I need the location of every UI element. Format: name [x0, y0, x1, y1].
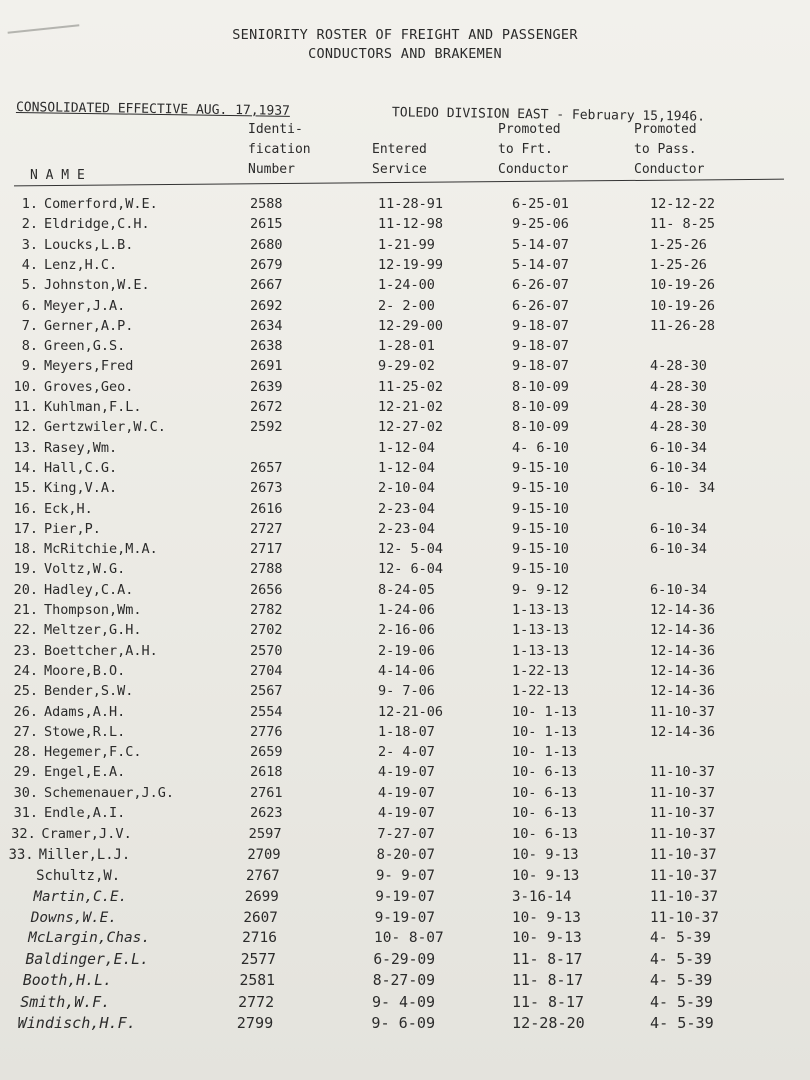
row-entered-service: 8-27-09	[372, 972, 436, 990]
row-id-number: 2672	[250, 399, 283, 415]
table-row	[0, 237, 810, 257]
row-id-number: 2788	[250, 561, 283, 578]
row-entered-service: 11-25-02	[378, 378, 444, 395]
row-promoted-freight: 9-15-10	[512, 520, 569, 537]
row-id-number: 2679	[250, 256, 283, 273]
row-id-number: 2680	[250, 236, 283, 253]
row-entered-service: 8-20-07	[376, 846, 435, 863]
row-name: Moore,B.O.	[44, 662, 126, 679]
title-line-1: SENIORITY ROSTER OF FREIGHT AND PASSENGER	[232, 27, 578, 43]
table-row	[0, 805, 810, 825]
row-entered-service: 4-19-07	[378, 764, 435, 781]
row-promoted-passenger: 11-10-37	[650, 909, 719, 926]
row-id-number: 2767	[246, 867, 280, 884]
table-row	[0, 216, 810, 236]
row-name: Gertzwiler,W.C.	[44, 419, 166, 436]
table-row	[0, 419, 810, 439]
row-promoted-passenger: 6-10- 34	[650, 480, 716, 497]
row-id-number: 2567	[250, 683, 283, 700]
row-name: Meltzer,G.H.	[44, 622, 142, 639]
row-number: 12.	[13, 419, 38, 436]
row-promoted-freight: 12-28-20	[512, 1014, 585, 1032]
row-number: 3.	[21, 236, 38, 253]
row-id-number: 2607	[243, 909, 278, 926]
row-id-number: 2782	[250, 602, 283, 618]
row-entered-service: 12-21-02	[378, 399, 444, 415]
row-id-number: 2691	[250, 358, 283, 375]
row-name: Baldinger,E.L.	[25, 951, 149, 969]
row-id-number: 2673	[250, 480, 283, 497]
table-row	[0, 704, 810, 724]
row-id-number: 2709	[247, 846, 281, 863]
table-row	[0, 683, 810, 703]
row-entered-service: 4-19-07	[378, 805, 435, 821]
row-id-number: 2638	[250, 338, 283, 355]
row-id-number: 2597	[248, 825, 282, 842]
table-row	[0, 521, 810, 541]
row-number: 22.	[13, 622, 38, 639]
row-promoted-passenger: 4-28-30	[650, 419, 707, 436]
table-row	[0, 643, 810, 663]
row-promoted-freight: 9-15-10	[512, 541, 569, 558]
row-promoted-passenger: 4- 5-39	[650, 972, 713, 990]
row-promoted-freight: 4- 6-10	[512, 439, 569, 456]
row-number: 6.	[21, 297, 38, 314]
row-promoted-freight: 8-10-09	[512, 399, 569, 415]
row-number: 8.	[21, 338, 38, 355]
row-promoted-freight: 8-10-09	[512, 419, 569, 436]
column-header-name: N A M E	[30, 168, 85, 183]
row-promoted-passenger: 6-10-34	[650, 520, 707, 537]
table-row	[0, 930, 810, 950]
row-entered-service: 10- 8-07	[374, 930, 444, 947]
row-promoted-freight: 10- 9-13	[512, 930, 582, 947]
row-promoted-passenger: 12-14-36	[650, 683, 716, 700]
row-promoted-freight: 5-14-07	[512, 236, 569, 253]
row-id-number: 2776	[250, 723, 283, 740]
row-name: Bender,S.W.	[44, 683, 134, 700]
row-promoted-freight: 10- 9-13	[512, 846, 579, 863]
row-name: Hall,C.G.	[44, 459, 118, 476]
row-name: Johnston,W.E.	[44, 277, 150, 294]
row-promoted-freight: 11- 8-17	[512, 972, 584, 990]
row-name: Schultz,W.	[36, 867, 121, 884]
row-promoted-freight: 9-18-07	[512, 317, 569, 334]
row-entered-service: 1-12-04	[378, 439, 435, 456]
row-promoted-passenger: 11-10-37	[650, 825, 716, 842]
row-promoted-passenger: 11-10-37	[650, 888, 719, 905]
row-id-number: 2623	[250, 805, 283, 821]
row-promoted-passenger: 6-10-34	[650, 541, 707, 558]
row-promoted-freight: 9-15-10	[512, 480, 569, 497]
row-promoted-passenger: 6-10-34	[650, 439, 707, 456]
row-id-number: 2667	[250, 277, 283, 294]
row-number: 20.	[13, 581, 38, 598]
row-name: Engel,E.A.	[44, 764, 126, 781]
row-promoted-passenger: 11-10-37	[650, 764, 716, 781]
row-promoted-passenger: 11-10-37	[650, 784, 716, 801]
row-number: 23.	[13, 642, 38, 659]
row-name: Loucks,L.B.	[44, 236, 134, 253]
row-entered-service: 12- 6-04	[378, 561, 444, 578]
row-number: 16.	[13, 500, 38, 517]
row-name: Green,G.S.	[44, 338, 126, 355]
row-promoted-passenger: 4- 5-39	[650, 930, 711, 947]
row-id-number: 2704	[250, 662, 283, 679]
row-promoted-passenger: 6-10-34	[650, 459, 707, 476]
table-row	[0, 196, 810, 216]
row-name: Hegemer,F.C.	[44, 744, 142, 761]
row-promoted-passenger: 12-12-22	[650, 196, 716, 212]
row-promoted-freight: 9-15-10	[512, 561, 569, 578]
row-promoted-passenger: 11-26-28	[650, 317, 716, 334]
row-id-number: 2772	[238, 993, 275, 1012]
row-name: Eldridge,C.H.	[44, 216, 150, 233]
row-name: Booth,H.L.	[22, 972, 112, 990]
row-entered-service: 9- 6-09	[371, 1014, 436, 1032]
table-row	[0, 298, 810, 318]
row-number: 14.	[13, 459, 38, 476]
row-promoted-passenger: 4-28-30	[650, 378, 707, 395]
row-promoted-freight: 1-22-13	[512, 662, 569, 679]
row-promoted-freight: 10- 6-13	[512, 764, 578, 781]
row-entered-service: 2-23-04	[378, 500, 435, 517]
column-header-id: Identi- fication Number	[248, 122, 311, 177]
row-promoted-freight: 6-26-07	[512, 277, 569, 294]
row-entered-service: 2-10-04	[378, 480, 435, 497]
row-promoted-freight: 10- 6-13	[512, 784, 578, 801]
table-row	[0, 582, 810, 602]
row-name: Kuhlman,F.L.	[44, 399, 142, 415]
row-entered-service: 12-19-99	[378, 256, 444, 273]
row-id-number: 2692	[250, 297, 283, 314]
row-entered-service: 2-19-06	[378, 642, 435, 659]
row-entered-service: 2- 2-00	[378, 297, 435, 314]
row-id-number: 2616	[250, 500, 283, 517]
row-entered-service: 11-12-98	[378, 216, 444, 233]
row-number: 31.	[13, 805, 38, 821]
row-entered-service: 1-18-07	[378, 723, 435, 740]
row-entered-service: 1-12-04	[378, 459, 435, 476]
consolidated-date: CONSOLIDATED EFFECTIVE AUG. 17,1937	[15, 100, 291, 119]
table-row	[0, 480, 810, 500]
row-name: Groves,Geo.	[44, 378, 134, 395]
row-number: 5.	[21, 277, 38, 294]
row-entered-service: 9- 9-07	[376, 867, 435, 884]
table-row	[0, 744, 810, 764]
row-entered-service: 4-14-06	[378, 662, 435, 679]
row-number: 33.	[8, 846, 34, 863]
row-promoted-passenger: 11-10-37	[650, 805, 716, 821]
row-name: Thompson,Wm.	[44, 602, 142, 618]
table-row	[0, 951, 810, 971]
row-promoted-freight: 9-18-07	[512, 358, 569, 375]
row-name: Gerner,A.P.	[44, 317, 134, 334]
row-promoted-passenger: 4-28-30	[650, 358, 707, 375]
row-id-number: 2656	[250, 581, 283, 598]
row-number: 1.	[21, 196, 38, 212]
row-entered-service: 1-24-00	[378, 277, 435, 294]
row-number: 24.	[13, 662, 38, 679]
table-row	[0, 785, 810, 805]
table-row	[0, 972, 810, 992]
table-row	[0, 501, 810, 521]
row-promoted-passenger: 1-25-26	[650, 256, 707, 273]
row-promoted-freight: 6-25-01	[512, 196, 569, 212]
row-entered-service: 2-16-06	[378, 622, 435, 639]
row-number: 10.	[13, 378, 38, 395]
row-id-number: 2554	[250, 703, 283, 720]
row-number: 25.	[13, 683, 38, 700]
row-promoted-freight: 9-15-10	[512, 500, 569, 517]
row-id-number: 2618	[250, 764, 283, 781]
row-id-number: 2717	[250, 541, 283, 558]
row-number: 17.	[13, 520, 38, 537]
row-name: Miller,L.J.	[38, 846, 131, 863]
table-row	[0, 460, 810, 480]
row-promoted-freight: 10- 6-13	[512, 825, 578, 842]
row-promoted-freight: 9-25-06	[512, 216, 569, 233]
row-name: Schemenauer,J.G.	[44, 784, 175, 801]
row-entered-service: 9-29-02	[378, 358, 435, 375]
title-line-2: CONDUCTORS AND BRAKEMEN	[308, 46, 502, 62]
row-promoted-freight: 6-26-07	[512, 297, 569, 314]
column-header-passenger: Promoted to Pass. Conductor	[634, 122, 705, 177]
table-row	[0, 993, 810, 1013]
table-row	[0, 764, 810, 784]
row-name: Cramer,J.V.	[41, 825, 132, 842]
row-promoted-freight: 10- 9-13	[512, 867, 580, 884]
row-promoted-freight: 11- 8-17	[512, 993, 584, 1012]
row-id-number: 2716	[242, 930, 277, 947]
row-name: Eck,H.	[44, 500, 93, 517]
row-id-number: 2577	[240, 951, 276, 969]
row-number: 9.	[21, 358, 38, 375]
row-number: 2.	[21, 216, 38, 233]
row-id-number: 2657	[250, 459, 283, 476]
row-entered-service: 1-24-06	[378, 602, 435, 618]
row-promoted-passenger: 11-10-37	[650, 846, 717, 863]
row-id-number: 2581	[239, 972, 276, 990]
row-promoted-passenger: 11-10-37	[650, 867, 718, 884]
row-id-number: 2634	[250, 317, 283, 334]
row-promoted-passenger: 12-14-36	[650, 622, 716, 639]
row-id-number: 2727	[250, 520, 283, 537]
row-name: Lenz,H.C.	[44, 256, 118, 273]
row-promoted-freight: 9- 9-12	[512, 581, 569, 598]
row-promoted-passenger: 4- 5-39	[650, 1014, 714, 1032]
row-entered-service: 9-19-07	[375, 888, 435, 905]
row-id-number: 2592	[250, 419, 283, 436]
row-number: 19.	[13, 561, 38, 578]
row-name: Boettcher,A.H.	[44, 642, 158, 659]
row-id-number: 2639	[250, 378, 283, 395]
row-promoted-freight: 11- 8-17	[512, 951, 583, 969]
row-promoted-passenger: 6-10-34	[650, 581, 707, 598]
row-entered-service: 9-19-07	[374, 909, 435, 926]
row-promoted-freight: 1-13-13	[512, 602, 569, 618]
row-promoted-freight: 10- 1-13	[512, 723, 578, 740]
row-id-number: 2615	[250, 216, 283, 233]
row-promoted-freight: 1-13-13	[512, 622, 569, 639]
row-name: Stowe,R.L.	[44, 723, 126, 740]
row-promoted-passenger: 12-14-36	[650, 602, 716, 618]
row-id-number: 2659	[250, 744, 283, 761]
table-row	[0, 257, 810, 277]
row-promoted-passenger: 1-25-26	[650, 236, 707, 253]
table-row	[0, 602, 810, 622]
row-name: Downs,W.E.	[30, 909, 117, 926]
row-promoted-passenger: 11-10-37	[650, 703, 716, 720]
table-row	[0, 318, 810, 338]
row-promoted-freight: 3-16-14	[512, 888, 572, 905]
division-date: TOLEDO DIVISION EAST - February 15,1946.	[391, 105, 706, 125]
row-number: 7.	[21, 317, 38, 334]
table-row	[0, 561, 810, 581]
row-promoted-passenger: 12-14-36	[650, 642, 716, 659]
row-id-number: 2699	[244, 888, 279, 905]
table-row	[0, 277, 810, 297]
table-row	[0, 889, 810, 909]
row-promoted-passenger: 10-19-26	[650, 277, 716, 294]
row-number: 15.	[13, 480, 38, 497]
row-promoted-freight: 10- 1-13	[512, 703, 578, 720]
row-entered-service: 6-29-09	[373, 951, 436, 969]
row-number: 21.	[13, 602, 38, 618]
row-id-number: 2570	[250, 642, 283, 659]
row-name: King,V.A.	[44, 480, 118, 497]
row-entered-service: 9- 7-06	[378, 683, 435, 700]
row-id-number: 2761	[250, 784, 283, 801]
row-id-number: 2799	[236, 1014, 274, 1032]
row-name: Comerford,W.E.	[44, 196, 158, 212]
row-name: Meyer,J.A.	[44, 297, 126, 314]
row-promoted-freight: 1-13-13	[512, 642, 569, 659]
row-promoted-freight: 10- 1-13	[512, 744, 578, 761]
column-header-entered: Entered Service	[372, 142, 427, 177]
row-promoted-passenger: 4-28-30	[650, 399, 707, 415]
row-promoted-freight: 8-10-09	[512, 378, 569, 395]
row-entered-service: 1-28-01	[378, 338, 435, 355]
row-entered-service: 11-28-91	[378, 196, 444, 212]
row-number: 26.	[13, 703, 38, 720]
column-header-freight: Promoted to Frt. Conductor	[498, 122, 569, 177]
row-entered-service: 1-21-99	[378, 236, 435, 253]
table-row	[0, 724, 810, 744]
row-entered-service: 8-24-05	[378, 581, 435, 598]
row-promoted-freight: 5-14-07	[512, 256, 569, 273]
row-number: 4.	[21, 256, 38, 273]
row-name: Windisch,H.F.	[17, 1014, 136, 1032]
row-entered-service: 2-23-04	[378, 520, 435, 537]
row-promoted-freight: 10- 6-13	[512, 805, 578, 821]
row-name: Hadley,C.A.	[44, 581, 134, 598]
table-row	[0, 663, 810, 683]
row-name: Pier,P.	[44, 520, 101, 537]
row-promoted-passenger: 4- 5-39	[650, 993, 713, 1012]
table-row	[0, 847, 810, 867]
table-row	[0, 826, 810, 846]
table-row	[0, 399, 810, 419]
row-number: 27.	[13, 723, 38, 740]
table-row	[0, 338, 810, 358]
row-id-number: 2702	[250, 622, 283, 639]
row-name: Adams,A.H.	[44, 703, 126, 720]
row-number: 32.	[11, 825, 36, 842]
row-promoted-freight: 9-18-07	[512, 338, 569, 355]
document-title	[0, 26, 810, 64]
row-name: Smith,W.F.	[20, 993, 111, 1012]
row-promoted-passenger: 11- 8-25	[650, 216, 716, 233]
row-id-number: 2588	[250, 196, 283, 212]
row-entered-service: 12-21-06	[378, 703, 444, 720]
row-name: Meyers,Fred	[44, 358, 134, 375]
row-promoted-passenger: 10-19-26	[650, 297, 716, 314]
row-promoted-freight: 9-15-10	[512, 459, 569, 476]
row-number: 11.	[13, 399, 38, 415]
row-promoted-passenger: 12-14-36	[650, 723, 716, 740]
row-name: Martin,C.E.	[33, 888, 127, 905]
row-entered-service: 2- 4-07	[378, 744, 435, 761]
row-entered-service: 7-27-07	[377, 825, 435, 842]
row-name: Voltz,W.G.	[44, 561, 126, 578]
row-promoted-passenger: 4- 5-39	[650, 951, 712, 969]
table-row	[0, 622, 810, 642]
row-number: 18.	[13, 541, 38, 558]
row-number: 28.	[13, 744, 38, 761]
table-row	[0, 440, 810, 460]
row-promoted-passenger: 12-14-36	[650, 662, 716, 679]
row-name: Rasey,Wm.	[44, 439, 118, 456]
table-row	[0, 379, 810, 399]
row-entered-service: 4-19-07	[378, 784, 435, 801]
row-promoted-freight: 1-22-13	[512, 683, 569, 700]
row-number: 29.	[13, 764, 38, 781]
row-number: 13.	[13, 439, 38, 456]
row-entered-service: 12-27-02	[378, 419, 444, 436]
row-number: 30.	[13, 784, 38, 801]
row-name: Endle,A.I.	[44, 805, 126, 821]
table-row	[0, 868, 810, 888]
row-entered-service: 12-29-00	[378, 317, 444, 334]
table-row	[0, 358, 810, 378]
row-entered-service: 12- 5-04	[378, 541, 444, 558]
row-name: McLargin,Chas.	[28, 930, 151, 947]
row-entered-service: 9- 4-09	[372, 993, 435, 1012]
row-name: McRitchie,M.A.	[44, 541, 158, 558]
table-row	[0, 1014, 810, 1034]
table-row	[0, 541, 810, 561]
table-row	[0, 910, 810, 930]
row-promoted-freight: 10- 9-13	[512, 909, 581, 926]
